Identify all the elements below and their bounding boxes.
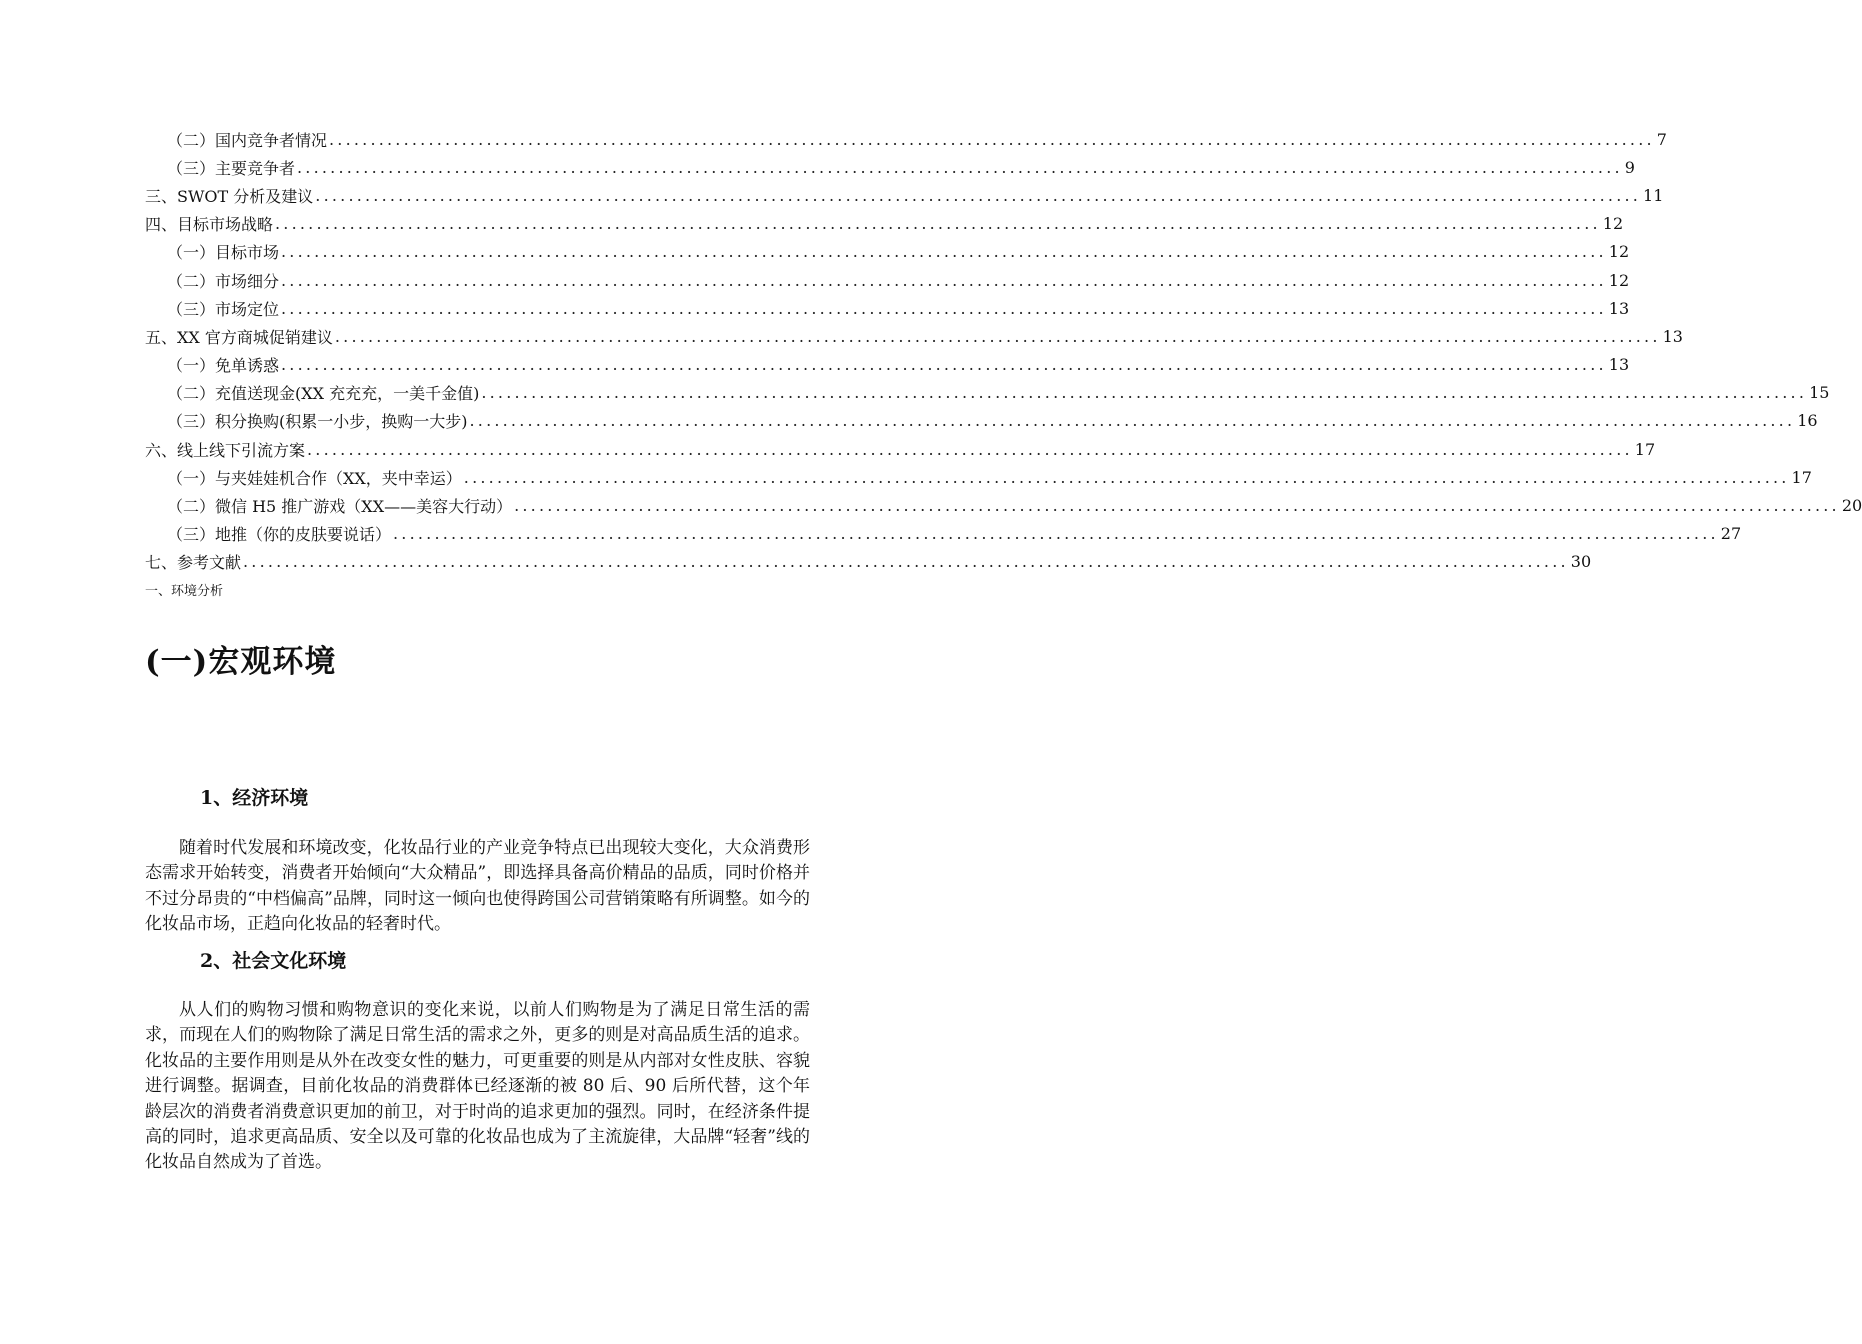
toc-entry-page: 12 — [1608, 270, 1630, 290]
toc-entry[interactable] — [145, 548, 1592, 576]
toc-leader-dots: ................................................................................................................................................................ — [329, 129, 1655, 149]
toc-leader-dots: ................................................................................................................................................................ — [334, 326, 1661, 346]
toc-entry[interactable] — [145, 181, 1664, 209]
section-label: 一、环境分析 — [145, 584, 224, 599]
toc-leader-dots: ................................................................................................................................................................ — [275, 214, 1601, 234]
toc-entry[interactable] — [145, 125, 1667, 153]
toc-entry-page: 11 — [1643, 185, 1664, 205]
toc-leader-dots: ................................................................................................................................................................ — [243, 552, 1569, 572]
toc-entry-page: 13 — [1608, 355, 1630, 375]
toc-entry-page: 30 — [1570, 552, 1592, 572]
toc-entry[interactable] — [145, 351, 1630, 379]
toc-entry[interactable] — [145, 210, 1624, 238]
toc-entry-page: 17 — [1791, 467, 1812, 487]
toc-leader-dots: ................................................................................................................................................................ — [307, 439, 1633, 459]
toc-entry-page: 9 — [1624, 157, 1635, 177]
toc-entry-page: 27 — [1720, 524, 1742, 544]
toc-leader-dots: ................................................................................................................................................................ — [393, 524, 1719, 544]
toc-entry-title: （一）目标市场 — [167, 243, 280, 263]
toc-entry[interactable] — [145, 407, 1818, 435]
toc-entry-title: （三）市场定位 — [167, 299, 280, 319]
section-heading: (一)宏观环境 — [145, 644, 337, 680]
toc-entry-title: （三）主要竞争者 — [167, 158, 296, 178]
toc-leader-dots: ................................................................................................................................................................ — [481, 383, 1808, 403]
toc-entry-title: （二）微信 H5 推广游戏（XX——美容大行动） — [167, 497, 513, 517]
toc-entry-page: 17 — [1634, 439, 1656, 459]
toc-leader-dots: ................................................................................................................................................................ — [469, 411, 1796, 431]
toc-entry[interactable] — [145, 379, 1830, 407]
toc-leader-dots: ................................................................................................................................................................ — [463, 467, 1790, 487]
toc-leader-dots: ................................................................................................................................................................ — [281, 355, 1607, 375]
toc-entry-title: （三）积分换购(积累一小步，换购一大步) — [167, 412, 468, 432]
toc-entry[interactable] — [145, 435, 1656, 463]
toc-leader-dots: ................................................................................................................................................................ — [315, 185, 1642, 205]
toc-entry-title: 五、XX 官方商城促销建议 — [145, 327, 333, 347]
economic-heading: 1、经济环境 — [200, 787, 309, 809]
toc-entry-page: 13 — [1662, 326, 1683, 346]
toc-entry-title: 三、SWOT 分析及建议 — [145, 186, 314, 206]
toc-entry-title: （二）市场细分 — [167, 271, 280, 291]
toc-leader-dots: ................................................................................................................................................................ — [281, 242, 1607, 262]
toc-entry-title: 四、目标市场战略 — [145, 215, 274, 235]
toc-entry-title: （二）国内竞争者情况 — [167, 130, 328, 150]
toc-entry-page: 20 — [1841, 496, 1862, 516]
toc-entry-title: 六、线上线下引流方案 — [145, 440, 306, 460]
toc-entry-title: （一）免单诱惑 — [167, 356, 280, 376]
toc-leader-dots: ................................................................................................................................................................ — [281, 270, 1607, 290]
social-paragraph: 从人们的购物习惯和购物意识的变化来说，以前人们购物是为了满足日常生活的需求，而现在人们的购物除了满足日常生活的需求之外，更多的则是对高品质生活的追求。化妆品的主要作用则是从外在改变女性的魅力，可更重要的则是从内部对女性皮肤、容貌进行调整。据调查，目前化妆品的消费群体已经逐渐的被 80 后、90 后所代替，这个年龄层次的消费者消费意识更加的前卫，对于时尚的追求更加的强烈。同时，在经济条件提高的同时，追求更高品质、安全以及可靠的化妆品也成为了主流旋律，大品牌“轻奢”线的化妆品自然成为了首选。 — [145, 1000, 810, 1173]
toc-entry[interactable] — [145, 238, 1630, 266]
toc-entry[interactable] — [145, 153, 1635, 181]
table-of-contents — [145, 125, 1862, 576]
toc-entry-page: 12 — [1608, 242, 1630, 262]
toc-entry[interactable] — [145, 266, 1630, 294]
toc-entry-title: （一）与夹娃娃机合作（XX，夹中幸运） — [167, 468, 462, 488]
toc-leader-dots: ................................................................................................................................................................ — [297, 157, 1623, 177]
toc-entry-page: 13 — [1608, 298, 1630, 318]
toc-entry-page: 16 — [1797, 411, 1818, 431]
toc-entry[interactable] — [145, 491, 1862, 519]
toc-entry[interactable] — [145, 520, 1742, 548]
toc-entry[interactable] — [145, 294, 1630, 322]
toc-entry-page: 7 — [1656, 129, 1667, 149]
toc-entry[interactable] — [145, 322, 1683, 350]
toc-entry[interactable] — [145, 463, 1812, 491]
toc-entry-title: 七、参考文献 — [145, 553, 242, 573]
toc-entry-page: 15 — [1809, 383, 1830, 403]
toc-entry-page: 12 — [1602, 214, 1624, 234]
toc-entry-title: （二）充值送现金(XX 充充充，一美千金值) — [167, 384, 480, 404]
social-heading: 2、社会文化环境 — [200, 950, 347, 972]
toc-leader-dots: ................................................................................................................................................................ — [281, 298, 1607, 318]
economic-paragraph: 随着时代发展和环境改变，化妆品行业的产业竞争特点已出现较大变化，大众消费形态需求开始转变，消费者开始倾向“大众精品”，即选择具备高价精品的品质，同时价格并不过分昂贵的“中档偏高”品牌，同时这一倾向也使得跨国公司营销策略有所调整。如今的化妆品市场，正趋向化妆品的轻奢时代。 — [145, 838, 810, 935]
toc-leader-dots: ................................................................................................................................................................ — [514, 496, 1840, 516]
toc-entry-title: （三）地推（你的皮肤要说话） — [167, 525, 392, 545]
